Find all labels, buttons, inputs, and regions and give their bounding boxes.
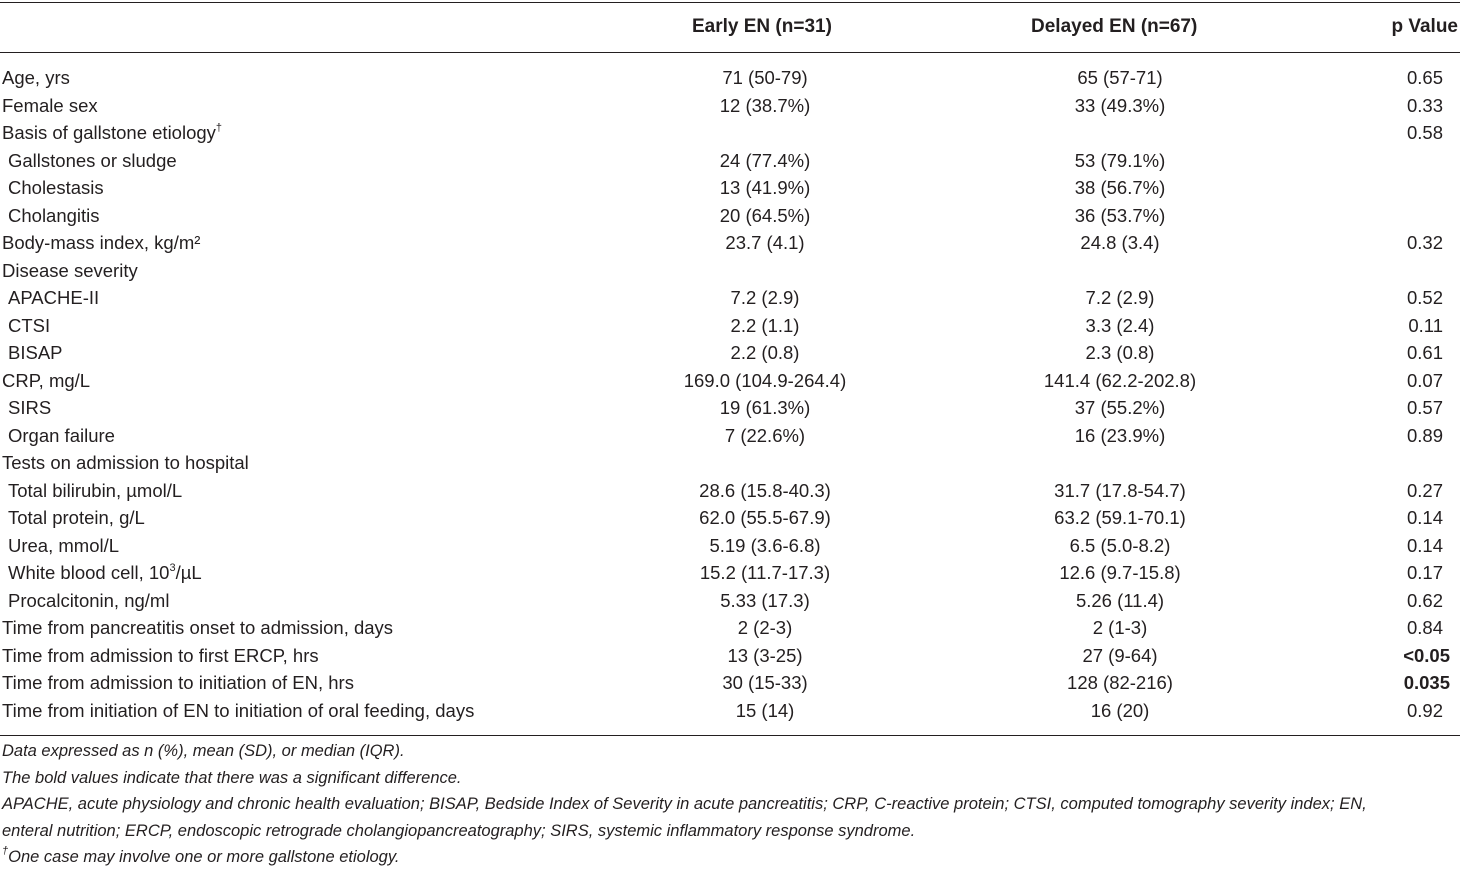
cell-delayed-en: 16 (23.9%)	[1074, 424, 1166, 446]
cell-delayed-en: 2.3 (0.8)	[1085, 342, 1155, 363]
cell-p-value: 0.89	[1406, 424, 1443, 446]
cell-p-value: 0.14	[1406, 507, 1443, 528]
cell-early-en: 13 (3-25)	[727, 644, 803, 666]
table-row	[0, 367, 1460, 395]
cell-delayed-en: 128 (82-216)	[1067, 672, 1173, 693]
row-label	[2, 669, 354, 697]
row-label	[8, 422, 115, 450]
cell-p-value: 0.17	[1406, 562, 1443, 583]
cell-p-value: 0.58	[1406, 122, 1443, 143]
cell-delayed-en: 65 (57-71)	[1077, 67, 1163, 88]
row-label	[8, 312, 50, 340]
row-label	[8, 147, 177, 175]
cell-delayed-en: 5.26 (11.4)	[1075, 589, 1165, 611]
cell-early-en: 2.2 (0.8)	[730, 342, 800, 363]
row-label-tail: /µL	[175, 562, 202, 583]
cell-early-en: 24 (77.4%)	[719, 149, 811, 171]
footnote-bold-values: The bold values indicate that there was a significant difference.	[2, 768, 462, 787]
cell-p-value: 0.84	[1406, 617, 1443, 638]
header-delayed-en: Delayed EN (n=67)	[1031, 16, 1198, 37]
row-label-text: Procalcitonin, ng/ml	[8, 589, 170, 611]
row-label	[2, 64, 70, 92]
row-label	[2, 229, 200, 257]
cell-p-value: 0.52	[1406, 287, 1443, 308]
cell-early-en: 12 (38.7%)	[719, 94, 811, 116]
row-label-text: White blood cell, 10	[8, 562, 170, 583]
cell-delayed-en: 53 (79.1%)	[1074, 149, 1166, 171]
cell-early-en: 15 (14)	[735, 699, 795, 721]
table-row	[0, 229, 1460, 257]
cell-delayed-en: 33 (49.3%)	[1074, 94, 1166, 116]
superscript: †	[215, 122, 223, 134]
row-label-text: Female sex	[2, 94, 98, 116]
header-p-value: p Value	[1391, 16, 1458, 37]
bottom-rule	[0, 735, 1460, 736]
header-early-en: Early EN (n=31)	[692, 16, 832, 37]
row-label	[2, 257, 138, 285]
row-label	[2, 367, 90, 395]
row-label-text: Time from pancreatitis onset to admission, days	[2, 617, 394, 638]
row-label-text: Total protein, g/L	[8, 507, 145, 528]
table-row	[0, 532, 1460, 560]
table-row	[0, 642, 1460, 670]
cell-delayed-en: 24.8 (3.4)	[1080, 232, 1160, 253]
header-rule	[0, 52, 1460, 53]
footnote-abbreviations-cont: enteral nutrition; ERCP, endoscopic retrograde cholangiopancreatography; SIRS, systemic inflammatory response syndrome.	[2, 821, 916, 840]
dagger-mark: †	[2, 845, 9, 857]
cell-delayed-en: 63.2 (59.1-70.1)	[1054, 507, 1186, 528]
table-row	[0, 174, 1460, 202]
row-label-text: Disease severity	[2, 259, 138, 281]
cell-p-value: 0.07	[1406, 369, 1443, 391]
table-header	[0, 2, 1460, 52]
table-row	[0, 669, 1460, 697]
row-label	[8, 394, 51, 422]
row-label	[2, 614, 393, 642]
table-row	[0, 202, 1460, 230]
table-body	[0, 64, 1460, 724]
table-row	[0, 92, 1460, 120]
table-row	[0, 284, 1460, 312]
row-label	[8, 339, 63, 367]
table-row	[0, 559, 1460, 587]
cell-p-value: 0.33	[1406, 94, 1443, 116]
cell-p-value: 0.035	[1403, 672, 1450, 693]
cell-delayed-en: 31.7 (17.8-54.7)	[1054, 479, 1186, 501]
cell-early-en: 2.2 (1.1)	[730, 314, 800, 336]
cell-p-value: 0.92	[1406, 699, 1443, 721]
row-label-text: Cholangitis	[8, 204, 100, 226]
cell-p-value: 0.65	[1406, 67, 1443, 88]
table-row	[0, 257, 1460, 285]
cell-early-en: 2 (2-3)	[737, 617, 793, 638]
row-label	[8, 587, 169, 615]
footnote-data-expressed: Data expressed as n (%), mean (SD), or median (IQR).	[2, 742, 405, 760]
cell-early-en: 15.2 (11.7-17.3)	[699, 562, 831, 583]
table-row	[0, 422, 1460, 450]
cell-early-en: 7 (22.6%)	[724, 424, 806, 446]
cell-delayed-en: 37 (55.2%)	[1074, 397, 1166, 418]
row-label-text: Time from admission to initiation of EN, hrs	[2, 672, 354, 693]
row-label	[8, 284, 99, 312]
footnote-dagger-text: One case may involve one or more gallstone etiology.	[8, 848, 400, 866]
row-label-text: Time from admission to first ERCP, hrs	[2, 644, 319, 666]
table-row	[0, 64, 1460, 92]
cell-early-en: 13 (41.9%)	[719, 177, 811, 198]
row-label-text: Cholestasis	[8, 177, 104, 198]
row-label	[2, 449, 249, 477]
table-row	[0, 587, 1460, 615]
cell-early-en: 19 (61.3%)	[719, 397, 811, 418]
cell-early-en: 30 (15-33)	[722, 672, 808, 693]
row-label-text: BISAP	[8, 342, 63, 363]
cell-p-value: 0.27	[1406, 479, 1443, 501]
cell-delayed-en: 7.2 (2.9)	[1085, 287, 1155, 308]
row-label	[8, 202, 100, 230]
cell-early-en: 62.0 (55.5-67.9)	[699, 507, 831, 528]
row-label	[2, 642, 319, 670]
cell-early-en: 20 (64.5%)	[719, 204, 811, 226]
table-row	[0, 697, 1460, 725]
row-label	[8, 559, 202, 587]
table-row	[0, 449, 1460, 477]
row-label-text: CRP, mg/L	[2, 369, 91, 391]
row-label-text: CTSI	[8, 314, 51, 336]
row-label	[8, 532, 119, 560]
row-label-text: Organ failure	[8, 424, 115, 446]
cell-p-value: 0.61	[1406, 342, 1443, 363]
footnote-dagger	[2, 844, 1458, 871]
cell-early-en: 5.19 (3.6-6.8)	[709, 534, 821, 556]
row-label-text: Total bilirubin, µmol/L	[8, 479, 183, 501]
row-label-text: SIRS	[8, 397, 52, 418]
row-label	[8, 504, 145, 532]
cell-early-en: 23.7 (4.1)	[725, 232, 805, 253]
row-label	[2, 92, 98, 120]
cell-early-en: 7.2 (2.9)	[730, 287, 800, 308]
row-label-text: Urea, mmol/L	[8, 534, 120, 556]
cell-delayed-en: 3.3 (2.4)	[1085, 314, 1155, 336]
table-row	[0, 614, 1460, 642]
cell-p-value: 0.14	[1406, 534, 1443, 556]
table-row	[0, 147, 1460, 175]
cell-p-value: 0.62	[1406, 589, 1443, 611]
row-label-text: Age, yrs	[2, 67, 70, 88]
cell-p-value: 0.32	[1406, 232, 1443, 253]
cell-early-en: 169.0 (104.9-264.4)	[683, 369, 847, 391]
row-label	[8, 174, 104, 202]
cell-delayed-en: 38 (56.7%)	[1074, 177, 1166, 198]
row-label	[2, 697, 474, 725]
cell-delayed-en: 27 (9-64)	[1082, 644, 1158, 666]
row-label-text: Gallstones or sludge	[8, 149, 177, 171]
cell-delayed-en: 6.5 (5.0-8.2)	[1069, 534, 1171, 556]
cell-early-en: 28.6 (15.8-40.3)	[699, 479, 831, 501]
cell-delayed-en: 141.4 (62.2-202.8)	[1043, 369, 1197, 391]
table-row	[0, 119, 1460, 147]
cell-delayed-en: 12.6 (9.7-15.8)	[1059, 562, 1181, 583]
row-label	[2, 119, 222, 147]
row-label-text: Basis of gallstone etiology	[2, 122, 216, 143]
table-footnotes	[2, 738, 1458, 871]
row-label-text: Body-mass index, kg/m²	[2, 232, 201, 253]
table-row	[0, 394, 1460, 422]
row-label	[8, 477, 182, 505]
cell-delayed-en: 36 (53.7%)	[1074, 204, 1166, 226]
cell-early-en: 5.33 (17.3)	[720, 589, 810, 611]
cell-p-value: 0.11	[1408, 314, 1443, 336]
cell-p-value: <0.05	[1403, 644, 1450, 666]
superscript: 3	[169, 562, 176, 574]
cell-delayed-en: 2 (1-3)	[1092, 617, 1148, 638]
row-label-text: APACHE-II	[8, 287, 100, 308]
table-row	[0, 312, 1460, 340]
table-row	[0, 504, 1460, 532]
cell-p-value: 0.57	[1406, 397, 1443, 418]
cell-early-en: 71 (50-79)	[722, 67, 808, 88]
row-label-text: Tests on admission to hospital	[2, 452, 249, 473]
table-row	[0, 477, 1460, 505]
footnote-abbreviations: APACHE, acute physiology and chronic health evaluation; BISAP, Bedside Index of Severity in acute pancreatitis; CRP, C-reactive protein; CTSI, computed tomography severity index; EN,	[2, 795, 1367, 813]
row-label-text: Time from initiation of EN to initiation of oral feeding, days	[2, 699, 475, 721]
cell-delayed-en: 16 (20)	[1090, 699, 1150, 721]
table-row	[0, 339, 1460, 367]
